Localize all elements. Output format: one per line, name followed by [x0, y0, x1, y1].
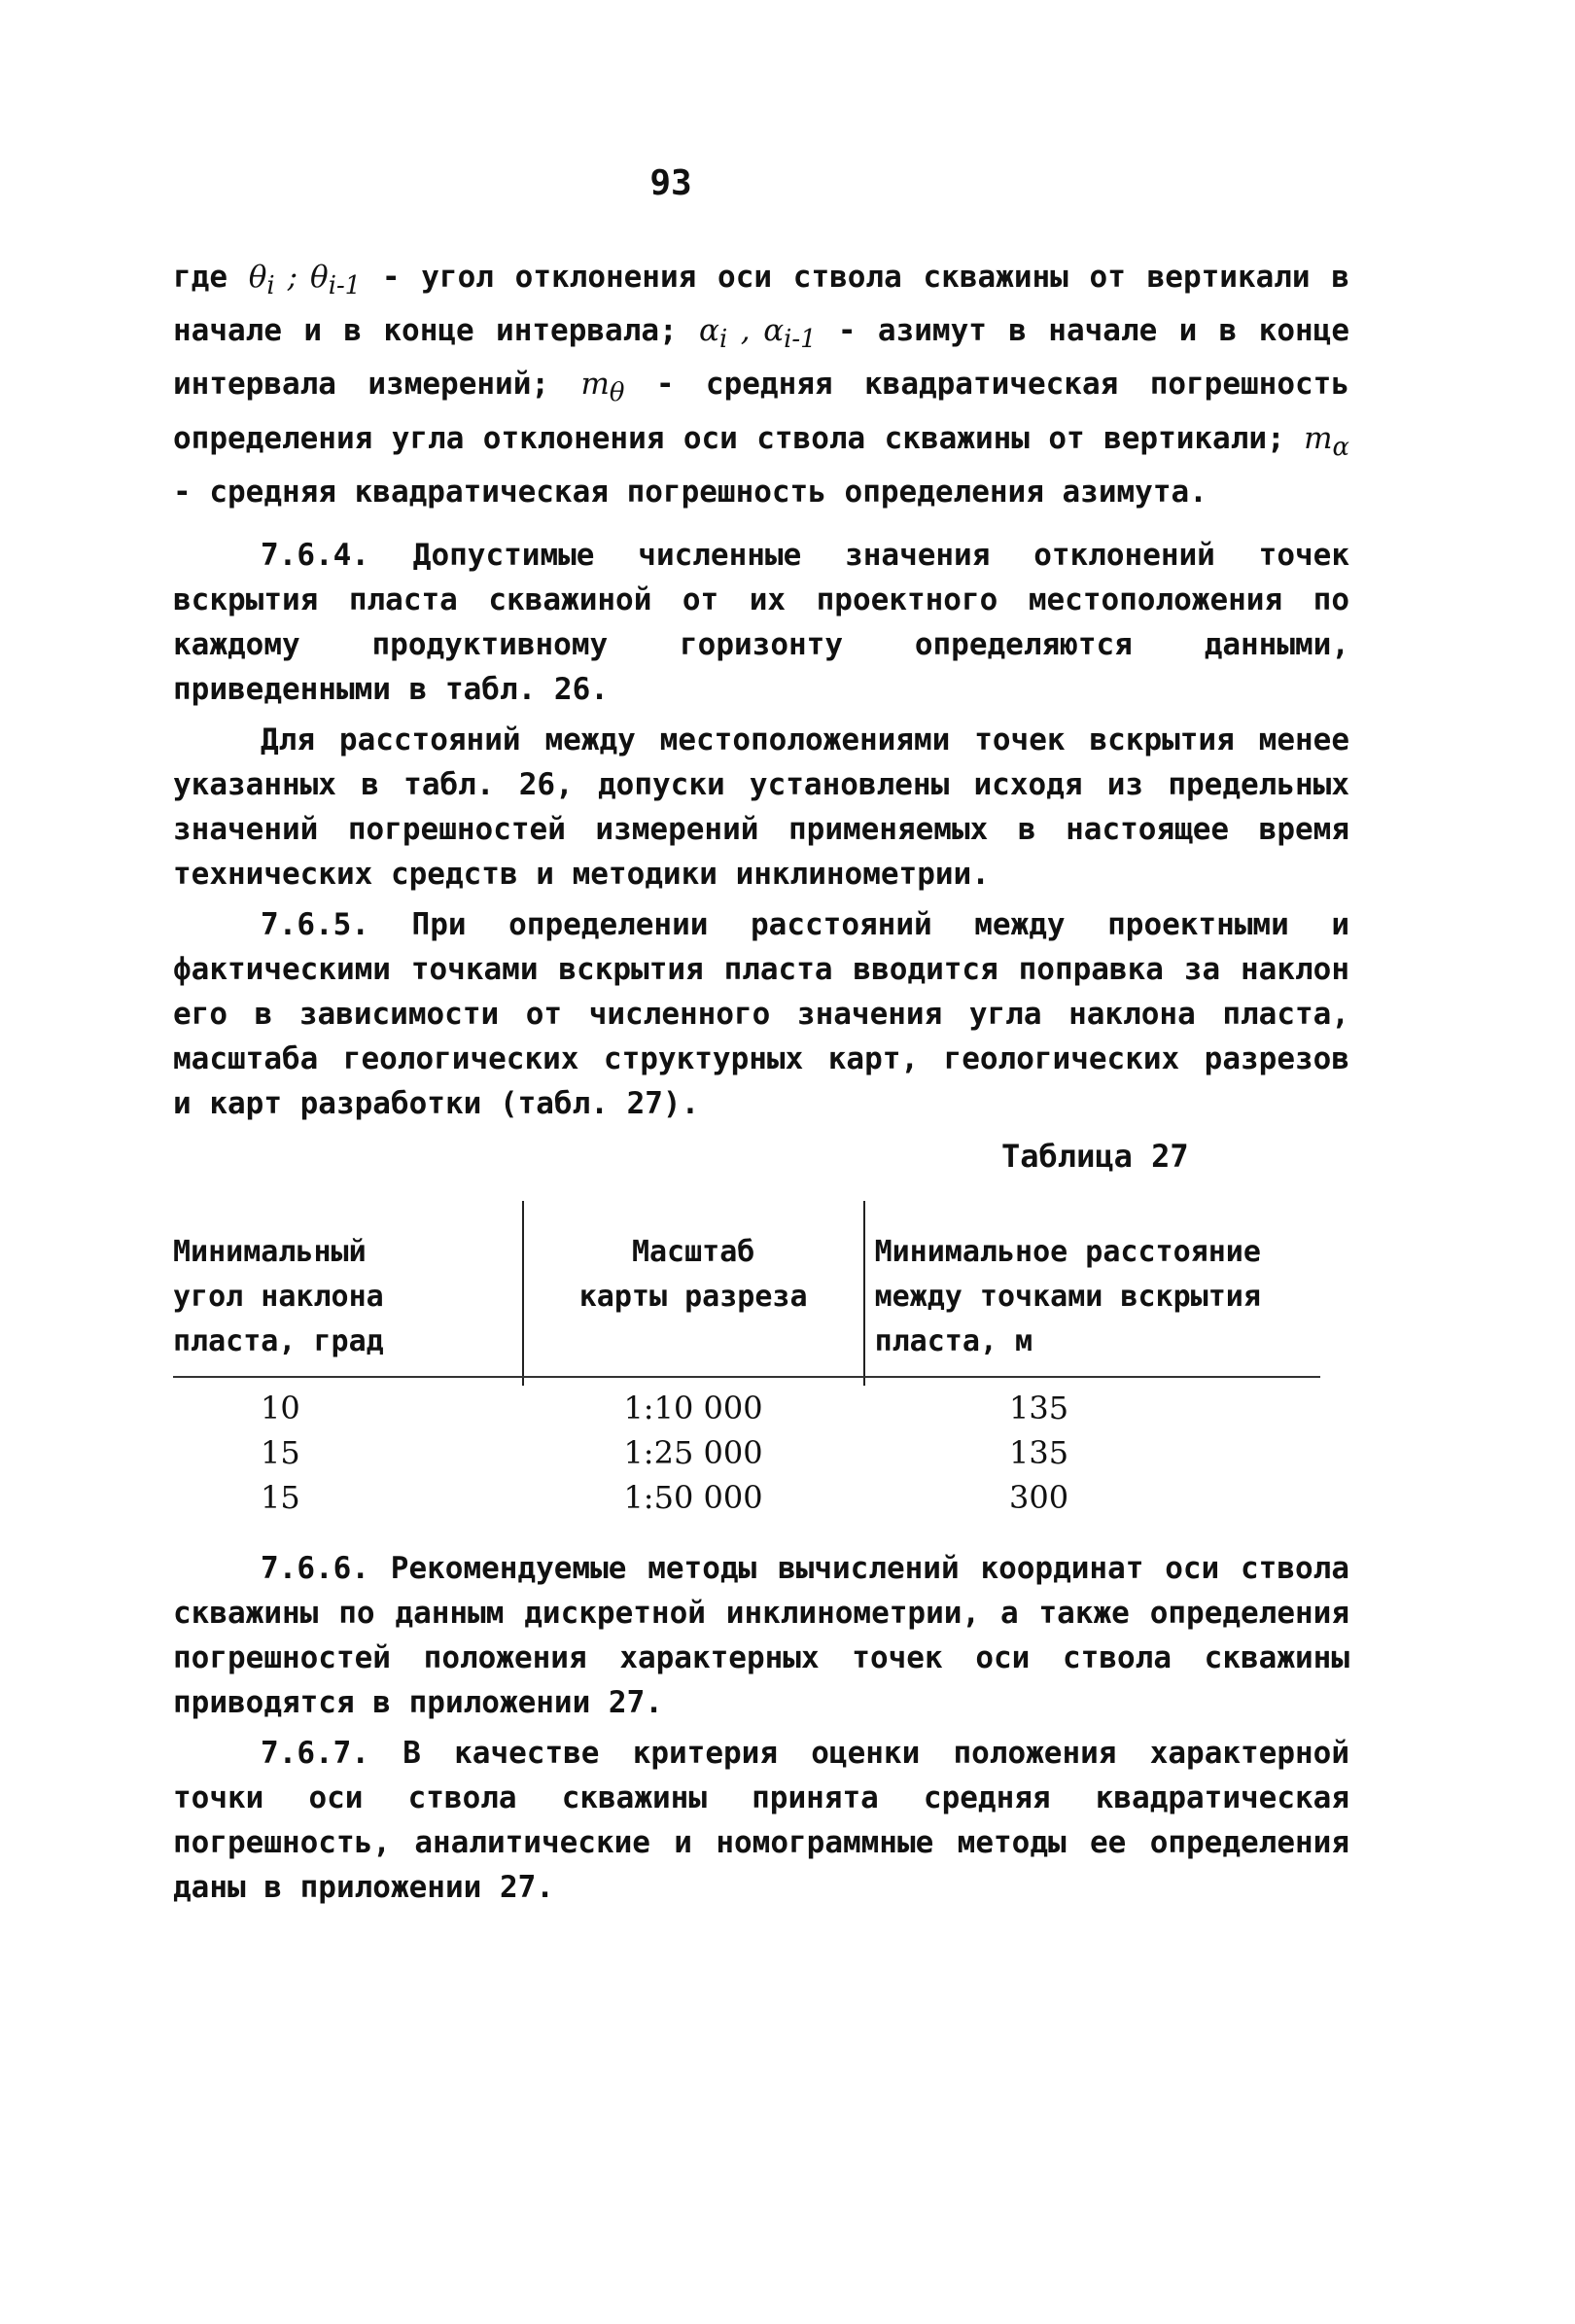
sections-764-765 [173, 533, 1349, 1132]
table-row [173, 1475, 1320, 1520]
table-27 [173, 1201, 1320, 1520]
alpha-symbol: $\alpha_i$ , $\alpha_{i-1}$ [699, 313, 817, 355]
cell-angle: 15 [261, 1434, 300, 1471]
cell-angle: 15 [261, 1479, 300, 1516]
cell-distance: 300 [1009, 1479, 1069, 1516]
cell-scale: 1:10 000 [623, 1390, 763, 1426]
table-row [173, 1430, 1320, 1475]
definitions-paragraph [173, 255, 1349, 514]
table-row [173, 1386, 1320, 1430]
sections-766-767 [173, 1546, 1349, 1916]
definitions-text-3: - средняя квадратическая погрешность определения угла отклонения оси ствола скважины от вертикали; [173, 367, 1349, 456]
cell-distance: 135 [1009, 1434, 1069, 1471]
cell-distance: 135 [1009, 1390, 1069, 1426]
cell-scale: 1:25 000 [623, 1434, 763, 1471]
table-title: Таблица 27 [1001, 1138, 1189, 1175]
paragraph-7-6-7: 7.6.7. В качестве критерия оценки положения характерной точки оси ствола скважины принята средняя квадратическая погрешность, аналитические и номограммные методы ее определения даны в приложении 27. [173, 1736, 1349, 1905]
definitions-text-2: - азимут в начале и в конце интервала измерений; [173, 313, 1349, 403]
header-scale: Масштаб карты разреза [522, 1201, 865, 1386]
paragraph-7-6-4-continued: Для расстояний между местоположениями точек вскрытия менее указанных в табл. 26, допуски установлены исходя из предельных значений погрешностей измерений применяемых в настоящее время технических средств и методики инклинометрии. [173, 722, 1349, 892]
header-min-angle: Минимальный угол наклона пласта, град [173, 1235, 384, 1358]
header-rule [173, 1376, 1320, 1378]
paragraph-7-6-4: 7.6.4. Допустимые численные значения отклонений точек вскрытия пласта скважиной от их проектного местоположения по каждому продуктивному горизонту определяются данными, приведенными в табл. 26. [173, 538, 1349, 707]
cell-angle: 10 [261, 1390, 300, 1426]
cell-scale: 1:50 000 [623, 1479, 763, 1516]
m-theta-symbol: $m_\theta$ [580, 367, 625, 408]
table-header [173, 1201, 1320, 1386]
paragraph-7-6-6: 7.6.6. Рекомендуемые методы вычислений координат оси ствола скважины по данным дискретной инклинометрии, а также определения погрешностей положения характерных точек оси ствола скважины приводятся в приложении 27. [173, 1551, 1349, 1720]
header-min-distance: Минимальное расстояние между точками вскрытия пласта, м [874, 1235, 1261, 1358]
definitions-lead: где [173, 260, 228, 295]
definitions-text-4: - средняя квадратическая погрешность определения азимута. [173, 474, 1208, 510]
definitions-block [173, 255, 1349, 520]
page-number: 93 [649, 163, 692, 203]
definitions-text-1: - угол отклонения оси ствола скважины от вертикали в начале и в конце интервала; [173, 260, 1350, 349]
paragraph-7-6-5: 7.6.5. При определении расстояний между проектными и фактическими точками вскрытия пласта вводится поправка за наклон его в зависимости от численного значения угла наклона пласта, масштаба геологических структурных карт, геологических разрезов и карт разработки (табл. 27). [173, 907, 1349, 1121]
theta-symbol: $\theta_i$ ; $\theta_{i-1}$ [248, 260, 362, 301]
m-alpha-symbol: $m_\alpha$ [1304, 420, 1349, 462]
